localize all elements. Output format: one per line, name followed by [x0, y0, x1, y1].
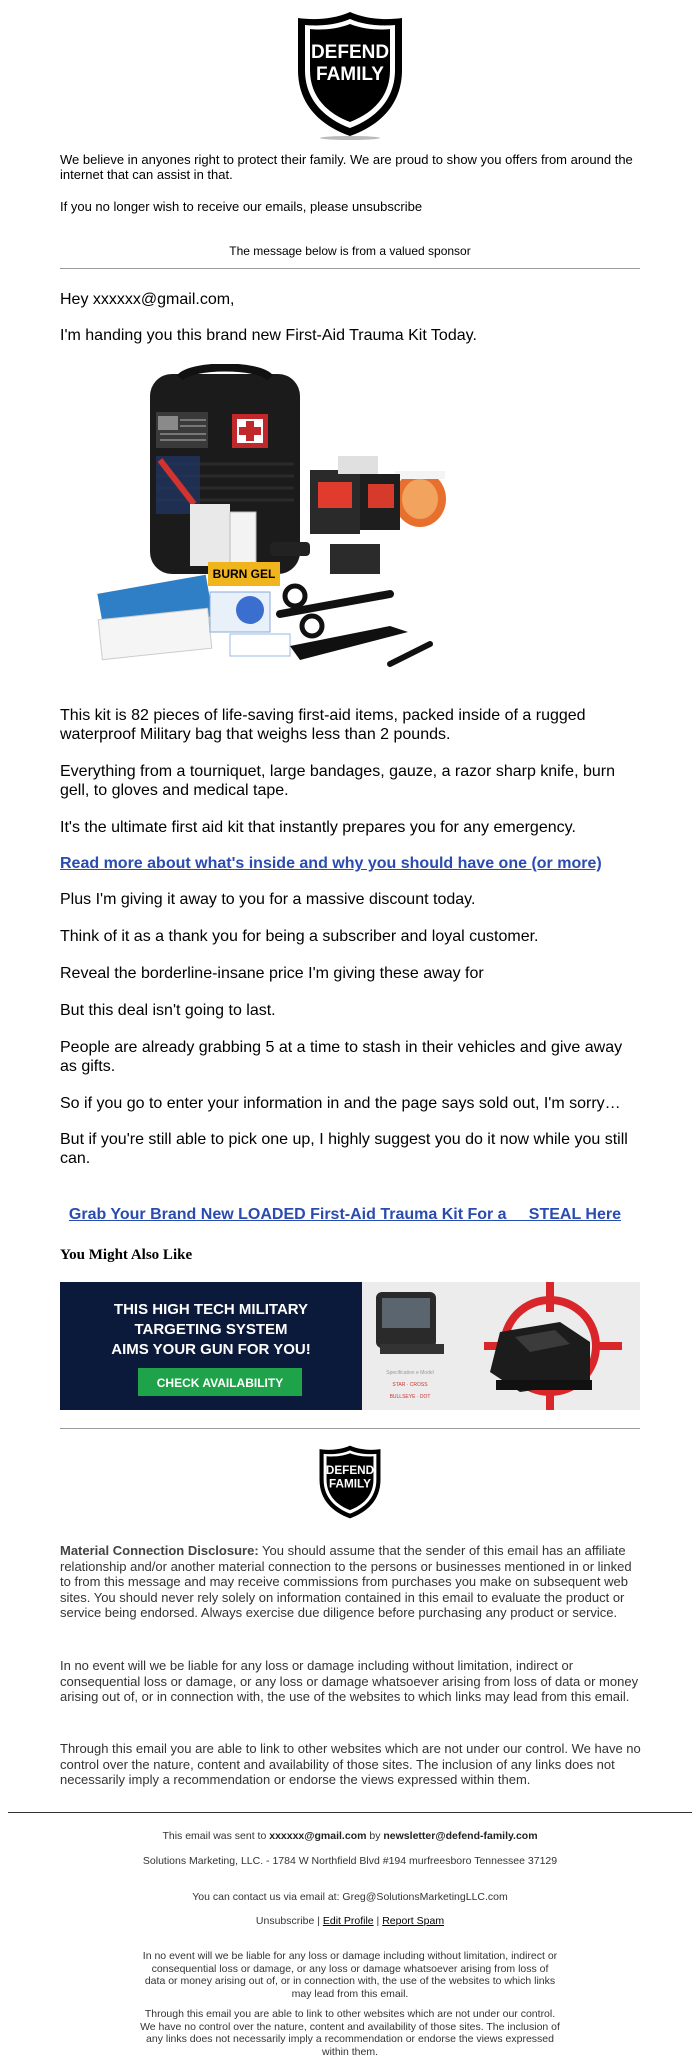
intro-paragraph: I'm handing you this brand new First-Aid Trauma Kit Today. [60, 327, 477, 344]
sent-by: by [366, 1830, 384, 1842]
also-like-heading: You Might Also Like [60, 1247, 193, 1263]
postal-address: Solutions Marketing, LLC. - 1784 W Northfield Blvd #194 murfreesboro Tennessee 37129 [142, 1855, 558, 1867]
defend-family-logo-small [316, 1443, 384, 1521]
disclosure-text: You should assume that the sender of this email has an affiliate relationship and/or another material connection to the persons or businesses mentioned in or linked to from this message and may receive commissions from purchases you make on subsequent web sites. You should never rely solely on information contained in this email to evaluate the product or service being endorsed. Always exercise due diligence before purchasing any product or service. [60, 1543, 632, 1620]
kit-contents: Everything from a tourniquet, large bandages, gauze, a razor sharp knife, burn gell, to gloves and medical tape. [60, 763, 615, 799]
thank-you-paragraph: Think of it as a thank you for being a subscriber and loyal customer. [60, 928, 539, 945]
small-logo-line1: DEFEND [325, 1463, 375, 1477]
intro-text: We believe in anyones right to protect their family. We are proud to show you offers from around the internet that can assist in that. [60, 152, 633, 182]
banner-tiny-line3: BULLSEYE · DOT [389, 1394, 431, 1400]
urgency-paragraph: But if you're still able to pick one up, I highly suggest you do it now while you still can. [60, 1131, 628, 1167]
footer-separator-1: | [314, 1915, 323, 1927]
logo-text-line1: DEFEND [310, 42, 390, 63]
banner-tiny-line1: Specification e Model [386, 1370, 434, 1376]
recipient-email: xxxxxx@gmail.com [269, 1830, 367, 1842]
defend-family-logo [292, 8, 408, 140]
footer-separator-2: | [373, 1915, 383, 1927]
check-availability-label: CHECK AVAILABILITY [156, 1376, 284, 1390]
liability-paragraph: In no event will we be liable for any loss or damage including without limitation, indirect or consequential loss or damage, or any loss or damage whatsoever arising from loss of data or money arising out of, or in connection with, the use of the websites to which links may lead from this email. [60, 1658, 639, 1704]
divider-bottom [60, 1428, 640, 1429]
external-links-paragraph: Through this email you are able to link to other websites which are not under our control. We have no control over the nature, content and availability of those sites. The inclusion of any links does not necessarily imply a recommendation or endorse the views expressed within them. [60, 1741, 641, 1787]
sold-out-paragraph: So if you go to enter your information in and the page says sold out, I'm sorry… [60, 1095, 621, 1112]
sponsor-note: The message below is from a valued sponsor [229, 244, 471, 258]
banner-headline-line1: THIS HIGH TECH MILITARY [113, 1301, 309, 1318]
footer-unsubscribe-link[interactable]: Unsubscribe [255, 1915, 315, 1927]
logo-text-line2: FAMILY [316, 64, 384, 85]
banner-headline-line2: TARGETING SYSTEM [134, 1321, 288, 1338]
read-more-paragraph [60, 854, 642, 873]
kit-description: This kit is 82 pieces of life-saving first-aid items, packed inside of a rugged waterproof Military bag that weighs less than 2 pounds. [60, 707, 586, 743]
edit-profile-link[interactable]: Edit Profile [322, 1915, 374, 1927]
divider-top [60, 268, 640, 269]
grab-kit-paragraph [60, 1186, 642, 1224]
greeting: Hey xxxxxx@gmail.com, [60, 291, 235, 308]
report-spam-link[interactable]: Report Spam [382, 1915, 445, 1927]
targeting-system-banner[interactable] [60, 1282, 640, 1410]
small-logo-line2: FAMILY [329, 1477, 371, 1491]
footer-legal-1: In no event will we be liable for any loss or damage including without limitation, indirect or consequential loss or damage, or any loss or damage whatsoever arising from loss of data or money arising out of, or in connection with, the use of the websites to which links may lead from this email. [142, 1950, 558, 2000]
disclosure-paragraph [60, 1543, 642, 1621]
burn-gel-label: BURN GEL [212, 567, 276, 581]
kit-pitch: It's the ultimate first aid kit that instantly prepares you for any emergency. [60, 819, 576, 836]
contact-line: You can contact us via email at: Greg@SolutionsMarketingLLC.com [192, 1891, 508, 1903]
discount-paragraph: Plus I'm giving it away to you for a massive discount today. [60, 891, 476, 908]
unsubscribe-prefix: If you no longer wish to receive our emails, please [60, 199, 349, 214]
banner-headline-line3: AIMS YOUR GUN FOR YOU! [111, 1341, 311, 1358]
read-more-link[interactable]: Read more about what's inside and why you should have one (or more) [60, 855, 602, 872]
first-aid-kit-image[interactable] [90, 364, 470, 676]
unsubscribe-link[interactable]: unsubscribe [351, 199, 423, 214]
sent-to-line [140, 1830, 560, 1843]
footer-divider [8, 1812, 692, 1813]
footer-legal-2: Through this email you are able to link to other websites which are not under our control. We have no control over the nature, content and availability of those sites. The inclusion of any links does not necessarily imply a recommendation or endorse the views expressed within them. [140, 2008, 560, 2058]
sent-prefix: This email was sent to [162, 1830, 270, 1842]
price-paragraph: Reveal the borderline-insane price I'm giving these away for [60, 965, 484, 982]
grab-kit-link[interactable]: Grab Your Brand New LOADED First-Aid Trauma Kit For a STEAL Here [68, 1206, 621, 1223]
sender-email: newsletter@defend-family.com [383, 1830, 538, 1842]
unsubscribe-line [60, 199, 642, 214]
banner-tiny-line2: STAR · CROSS [392, 1382, 428, 1388]
grabbing-paragraph: People are already grabbing 5 at a time to stash in their vehicles and give away as gifts. [60, 1039, 623, 1075]
deal-paragraph: But this deal isn't going to last. [60, 1002, 276, 1019]
disclosure-label: Material Connection Disclosure: [60, 1543, 259, 1558]
footer-links [140, 1915, 560, 1928]
